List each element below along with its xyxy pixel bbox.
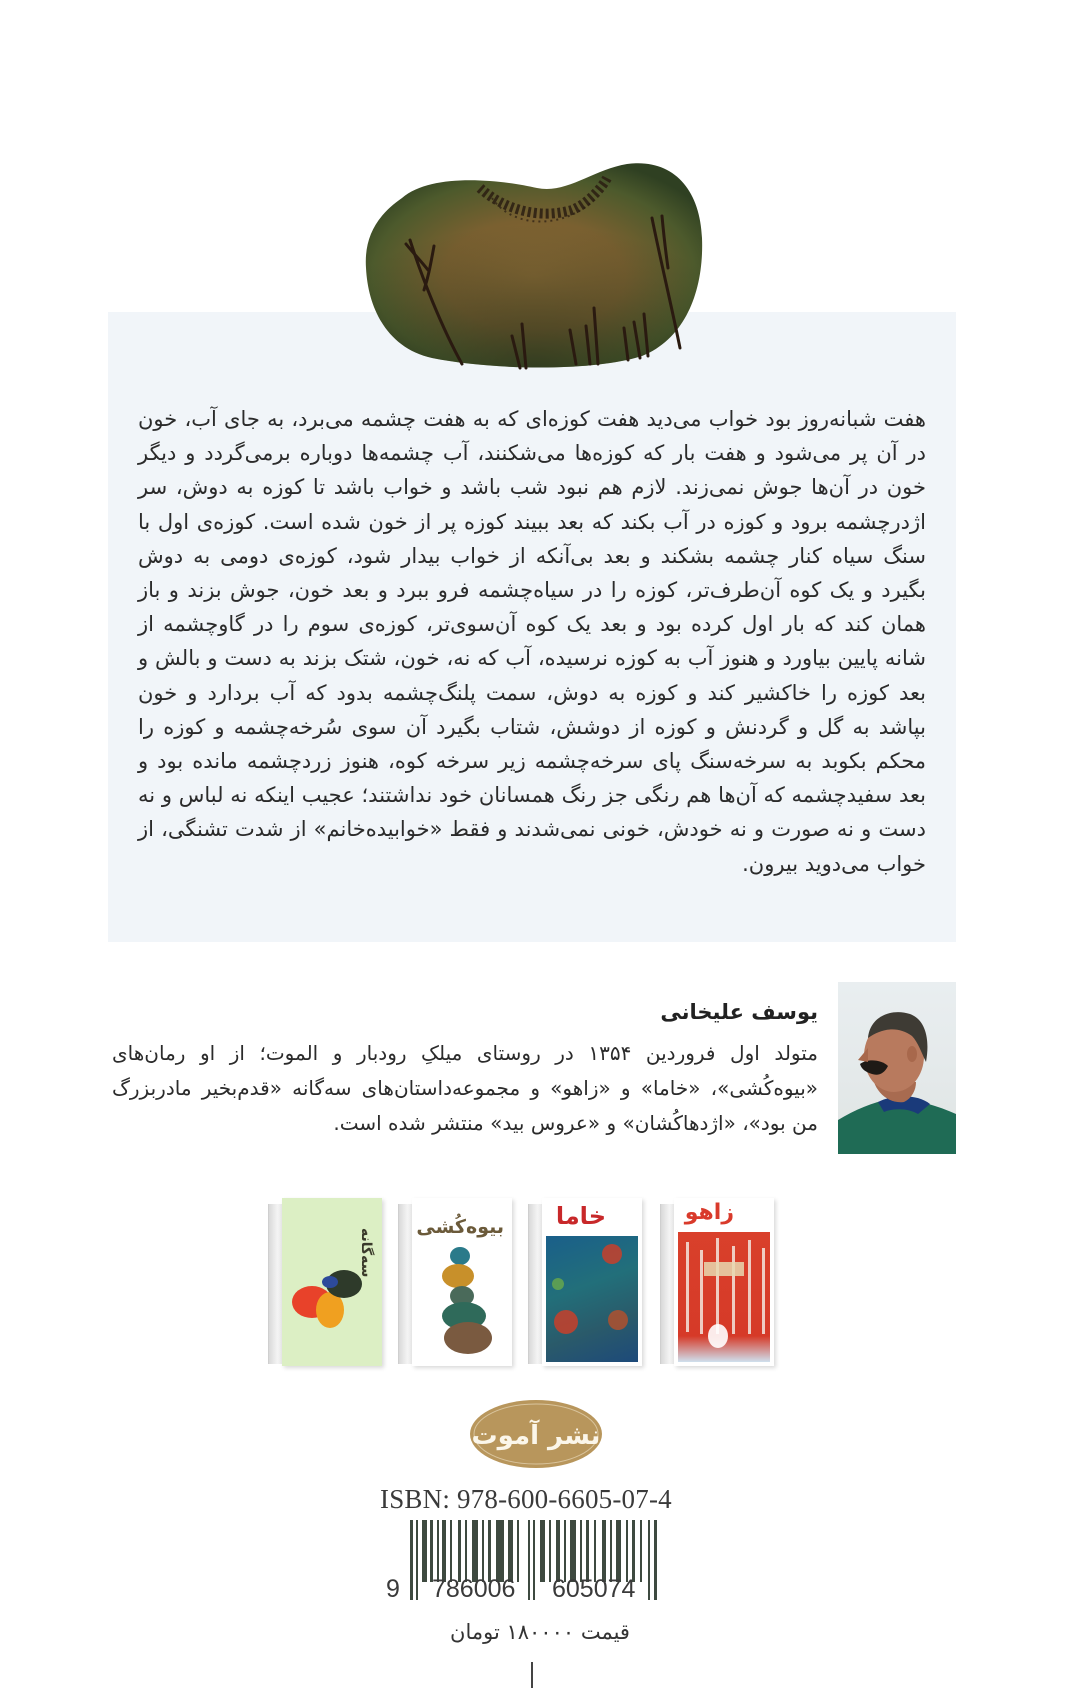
- book-cover-khama: [528, 1198, 642, 1366]
- synopsis-text: هفت شبانه‌روز بود خواب می‌دید هفت کوزه‌ای که به هفت چشمه می‌برد، به جای آب، خون در آن پر می‌شود و هفت بار که کوزه‌ها می‌شکنند، آب چشمه‌ها دوباره برمی‌گردد و دیگر خون در آن‌ها جوش نمی‌زند. لازم هم نبود شب باشد و خواب باشد تا کوزه به دوش، سر اژدرچشمه برود و کوزه در آب بکند که بعد ببیند کوزه پر از خون شده است. کوزه‌ی اول با سنگ سیاه کنار چشمه بشکند و بعد بی‌آنکه از خواب بیدار شود، کوزه‌ی دومی به دوش بگیرد و یک کوه آن‌طرف‌تر، کوزه را در سیاه‌چشمه فرو ببرد و بعد خون، جوش بزند و باز همان کند که بار اول کرده بود و بعد یک کوه آن‌سوی‌تر، کوزه‌ی سوم را در گاوچشمه از شانه پایین بیاورد و هنوز آب به کوزه نرسیده، آب که نه، خون، شتک بزند به دست و بالش و بعد کوزه را خاکشیر کند و کوزه به دوش، سمت پلنگ‌چشمه بدود که آب بردارد و خون بپاشد به گل و گردنش و کوزه از دوشش، شتاب بگیرد آن سوی سُرخه‌چشمه و کوزه را محکم بکوبد به سرخه‌سنگ پای سرخه‌چشمه زیر سرخه کوه، هنوز زردچشمه مانده بود و بعد سفیدچشمه که آن‌ها هم رنگی جز رنگ همسانان خود نداشتند؛ عجیب اینکه نه لباس و نه دست و نه صورت و نه خودش، خونی نمی‌شدند و فقط «خوابیده‌خانم» از شدت تشنگی، از خواب می‌دوید بیرون.: [138, 407, 926, 876]
- book-cover-trilogy: [268, 1198, 382, 1366]
- publisher-name: نشر آموت: [471, 1421, 601, 1451]
- center-mark: [531, 1662, 533, 1688]
- publisher-logo: [466, 1396, 606, 1472]
- book-title: زاهو: [684, 1200, 734, 1225]
- author-name: یوسف علیخانی: [660, 1000, 818, 1024]
- price-label: قیمت ۱۸۰۰۰۰ تومان: [450, 1620, 630, 1644]
- book-title: بیوه‌کُشی: [416, 1216, 504, 1238]
- synopsis-panel: [108, 312, 956, 942]
- painted-stone-image: [362, 158, 707, 370]
- author-photo: [838, 982, 956, 1154]
- author-bio: متولد اول فروردین ۱۳۵۴ در روستای میلکِ رودبار و الموت؛ از او رمان‌های «بیوه‌کُشی»، «خاما» و «زاهو» و مجموعه‌داستان‌های سه‌گانه «قدم‌بخیر مادربزرگ من بود»، «اژدهاکُشان» و «عروس بید» منتشر شده است.: [112, 1041, 818, 1135]
- cover-artwork: [678, 1232, 770, 1362]
- barcode-lead-digit: 9: [386, 1575, 400, 1603]
- cover-artwork: [546, 1236, 638, 1362]
- isbn-label: ISBN: 978-600-6605-07-4: [380, 1484, 672, 1514]
- book-cover-zaho: [660, 1198, 774, 1366]
- book-cover-bivehkoshi: [398, 1198, 512, 1366]
- book-title: خاما: [555, 1202, 606, 1230]
- other-books-row: [268, 1198, 798, 1374]
- barcode-group-1: 786006: [432, 1575, 516, 1603]
- book-title: سه‌گانه: [358, 1228, 374, 1278]
- barcode-group-2: 605074: [552, 1575, 636, 1603]
